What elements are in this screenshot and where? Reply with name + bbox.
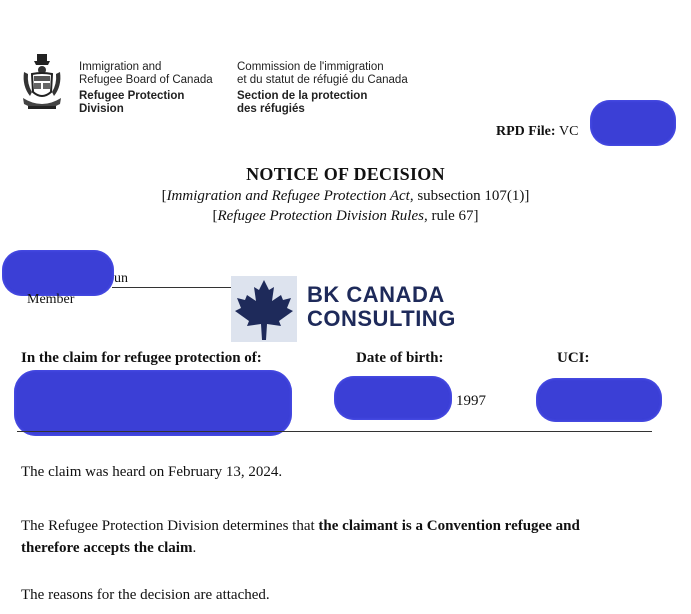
determination-start: The Refugee Protection Division determines that — [21, 518, 319, 534]
member-signature-line — [112, 287, 250, 288]
maple-leaf-logo-icon — [231, 276, 297, 342]
header-en-line1: Immigration and — [79, 61, 162, 73]
redaction-member-name — [2, 250, 114, 296]
dob-year: 1997 — [456, 393, 486, 409]
determination-bold1: the claimant is a Convention refugee and — [318, 518, 580, 534]
rpd-file-label: RPD File: — [496, 124, 556, 139]
reasons-text: The reasons for the decision are attached. — [21, 587, 270, 603]
coat-of-arms-icon — [20, 52, 64, 116]
authority-act-suffix: , subsection 107(1) — [409, 188, 525, 204]
authority-rules: [Refugee Protection Division Rules, rule 67] — [212, 208, 479, 224]
header-en — [79, 61, 229, 116]
authority-act-name: Immigration and Refugee Protection Act — [166, 188, 410, 204]
dob-header: Date of birth: — [356, 350, 444, 366]
watermark-line2: CONSULTING — [307, 306, 456, 331]
claim-underline — [17, 431, 652, 432]
member-name-tail: un — [114, 271, 128, 286]
rpd-file-ref — [496, 124, 578, 140]
header-en-line2: Refugee Board of Canada — [79, 74, 213, 86]
authority-rules-name: Refugee Protection Division Rules — [217, 208, 424, 224]
header-fr — [237, 61, 437, 116]
determination-bold2: therefore accepts the claim — [21, 540, 193, 556]
header-en-division2: Division — [79, 103, 124, 115]
header-fr-line1: Commission de l'immigration — [237, 61, 384, 73]
redaction-claimant-name — [14, 370, 292, 436]
hearing-date-text: The claim was heard on February 13, 2024. — [21, 464, 283, 480]
authority-rules-suffix: , rule 67 — [423, 208, 474, 224]
page-title: NOTICE OF DECISION — [246, 164, 445, 184]
claimant-header: In the claim for refugee protection of: — [21, 350, 262, 366]
watermark-line1: BK CANADA — [307, 282, 445, 307]
member-label: Member — [27, 292, 75, 307]
redaction-file-number — [590, 100, 676, 146]
redaction-uci — [536, 378, 662, 422]
uci-header: UCI: — [557, 350, 590, 366]
redaction-date-of-birth — [334, 376, 452, 420]
header-en-division1: Refugee Protection — [79, 90, 185, 102]
header-fr-division1: Section de la protection — [237, 90, 368, 102]
rpd-file-prefix: VC — [558, 124, 579, 139]
authority-act: [Immigration and Refugee Protection Act, subsection 107(1)] — [161, 188, 530, 204]
header-fr-division2: des réfugiés — [237, 103, 305, 115]
header-fr-line2: et du statut de réfugié du Canada — [237, 74, 408, 86]
determination-text — [21, 515, 681, 559]
determination-end: . — [192, 540, 197, 556]
